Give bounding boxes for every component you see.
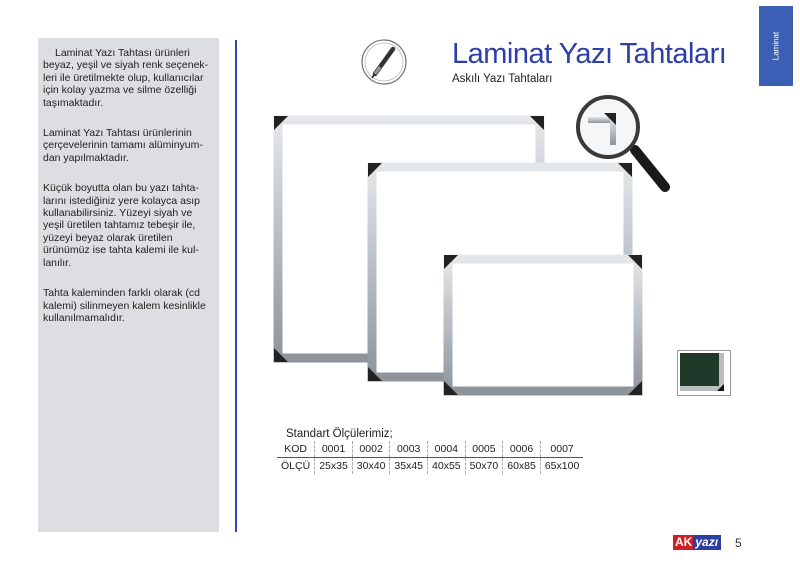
size-cell: 65x100 [540,458,583,475]
whiteboard-product-illustration [270,95,690,400]
size-cell: 35x45 [390,458,428,475]
logo-yazi: yazı [693,535,721,550]
column-divider [235,40,237,532]
size-header: ÖLÇÜ [281,460,311,472]
size-cell: 50x70 [465,458,503,475]
code-header: KOD [277,441,315,458]
small-board [444,255,642,395]
code-cell: 0007 [540,441,583,458]
code-cell: 0001 [315,441,353,458]
code-cell: 0005 [465,441,503,458]
intro-text-panel [38,38,219,532]
sizes-title: Standart Ölçülerimiz; [286,428,393,440]
logo-ak: AK [675,535,693,549]
page-number: 5 [735,536,742,550]
code-cell: 0003 [390,441,428,458]
code-cell: 0006 [503,441,541,458]
intro-paragraph: Laminat Yazı Tahtası ürünleri beyaz, yeşil ve siyah renk seçenek-leri ile üretilmekte olup, kullanıcılar için kolay yazma ve silme özelliği taşımaktadır. [43,47,209,109]
page-title: Laminat Yazı Tahtaları [452,38,727,70]
intro-paragraph: Küçük boyutta olan bu yazı tahta-larını istediğiniz yere kolayca asıp kullanabilirsiniz. Yüzeyi siyah ve yeşil üretilen tahtamız tebeşir ile, yüzeyi beyaz olarak üretilen ürünümüz ise tahta kalemi ile kul-lanılır. [43,182,200,269]
table-row [277,458,583,475]
code-cell: 0004 [428,441,466,458]
section-tab-label: Laminat [771,31,781,61]
code-cell: 0002 [352,441,390,458]
table-row [277,441,583,458]
marker-pen-icon [360,38,408,86]
intro-paragraph: Tahta kaleminden farklı olarak (cd kalemi) silinmeyen kalem kesinlikle kullanılmamalıdır. [43,287,206,324]
size-cell: 25x35 [315,458,353,475]
green-board-sample [677,350,731,396]
intro-paragraph: Laminat Yazı Tahtası ürünlerinin çerçevelerinin tamamı alüminyum-dan yapılmaktadır. [43,127,203,164]
sizes-table [277,441,583,474]
size-cell: 40x55 [428,458,466,475]
section-tab[interactable] [759,6,793,86]
size-cell: 60x85 [503,458,541,475]
page-subtitle: Askılı Yazı Tahtaları [452,73,553,85]
brand-logo [673,535,721,550]
size-cell: 30x40 [352,458,390,475]
